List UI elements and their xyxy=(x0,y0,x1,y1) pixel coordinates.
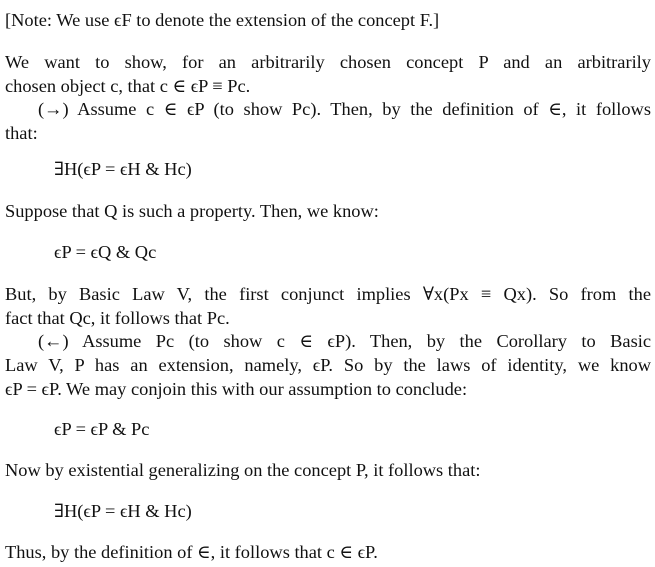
display-formula-2: ϵP = ϵQ & Qc xyxy=(54,242,157,262)
forward-direction-line-2: that: xyxy=(5,123,38,143)
display-formula-3: ϵP = ϵP & Pc xyxy=(54,419,150,439)
backward-direction-line-2: Law V, P has an extension, namely, ϵP. So by the laws of identity, we know xyxy=(5,355,651,375)
display-formula-4: ∃H(ϵP = ϵH & Hc) xyxy=(54,501,192,521)
suppose-paragraph: Suppose that Q is such a property. Then, we know: xyxy=(5,201,379,221)
existential-generalization-paragraph: Now by existential generalizing on the concept P, it follows that: xyxy=(5,460,481,480)
conclusion-paragraph: Thus, by the definition of ∈, it follows that c ∈ ϵP. xyxy=(5,542,378,562)
note-paragraph: [Note: We use ϵF to denote the extension of the concept F.] xyxy=(5,10,440,30)
intro-line-1: We want to show, for an arbitrarily chosen concept P and an arbitrarily xyxy=(5,52,651,72)
intro-line-2: chosen object c, that c ∈ ϵP ≡ Pc. xyxy=(5,76,251,96)
basic-law-line-1: But, by Basic Law V, the first conjunct implies ∀x(Px ≡ Qx). So from the xyxy=(5,284,651,304)
forward-direction-line-1: (→) Assume c ∈ ϵP (to show Pc). Then, by the definition of ∈, it follows xyxy=(38,99,651,119)
display-formula-1: ∃H(ϵP = ϵH & Hc) xyxy=(54,159,192,179)
backward-direction-line-1: (←) Assume Pc (to show c ∈ ϵP). Then, by the Corollary to Basic xyxy=(38,331,651,351)
backward-direction-line-3: ϵP = ϵP. We may conjoin this with our assumption to conclude: xyxy=(5,379,468,399)
basic-law-line-2: fact that Qc, it follows that Pc. xyxy=(5,308,230,328)
